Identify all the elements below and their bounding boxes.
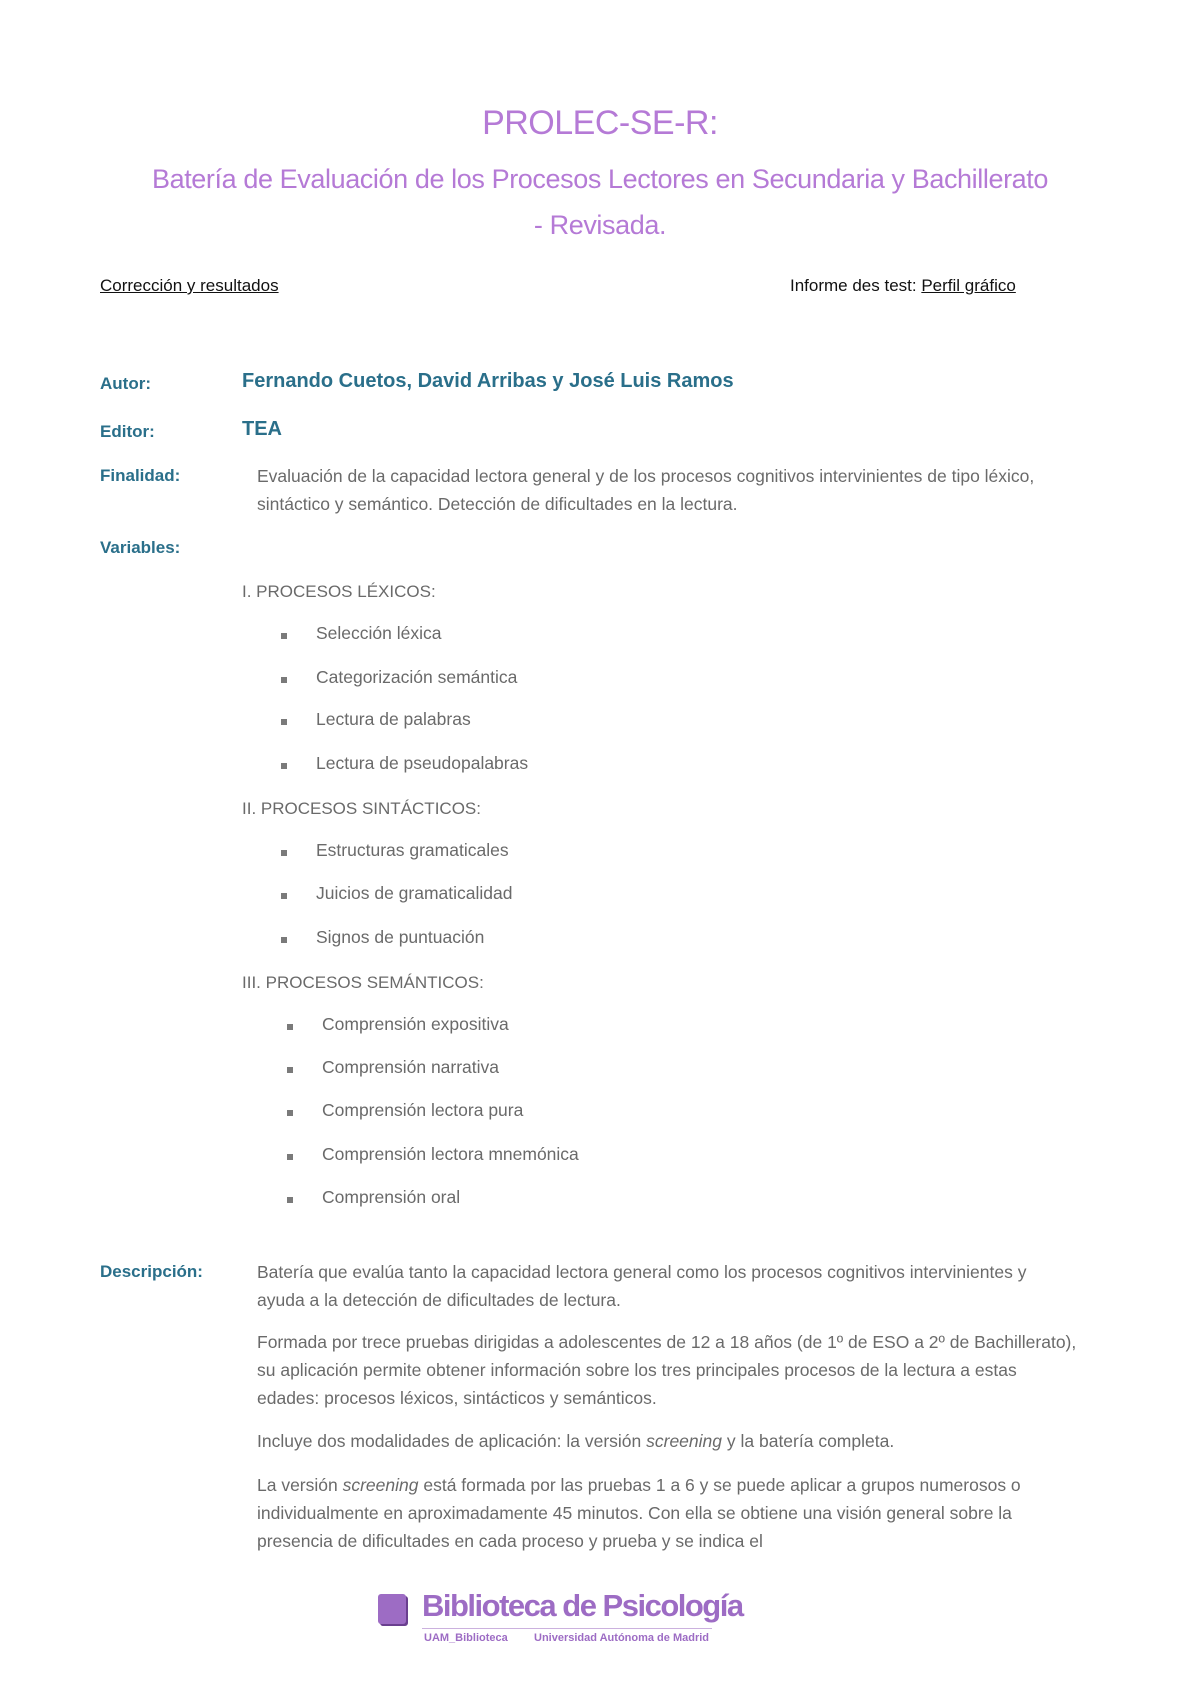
list-item: Juicios de gramaticalidad xyxy=(316,883,513,903)
autor-label: Autor: xyxy=(100,374,151,393)
list-item: Comprensión lectora pura xyxy=(322,1100,524,1120)
section-lexicos-title: I. PROCESOS LÉXICOS: xyxy=(242,582,436,601)
correccion-link[interactable]: Corrección y resultados xyxy=(100,276,279,295)
list-item: Comprensión narrativa xyxy=(322,1057,500,1077)
descripcion-p4-end: está formada por las pruebas 1 a 6 y se puede aplicar a grupos numerosos o individualmente en aproximadamente 45 minutos. Con ella se obtiene una visión general sobre la presencia de dificultades en cada proceso y prueba y se indica el xyxy=(257,1475,1021,1551)
perfil-grafico-link[interactable]: Perfil gráfico xyxy=(921,276,1016,295)
autor-value: Fernando Cuetos, David Arribas y José Luis Ramos xyxy=(242,370,734,392)
section-semanticos-title: III. PROCESOS SEMÁNTICOS: xyxy=(242,973,484,992)
section-sintacticos-title: II. PROCESOS SINTÁCTICOS: xyxy=(242,799,481,818)
bullet-icon xyxy=(287,1067,293,1073)
list-item: Lectura de palabras xyxy=(316,709,471,729)
bullet-icon xyxy=(281,763,287,769)
list-item: Categorización semántica xyxy=(316,667,518,687)
descripcion-p3-emphasis: screening xyxy=(646,1431,723,1451)
subtitle-line-1: Batería de Evaluación de los Procesos Lectores en Secundaria y Bachillerato xyxy=(151,164,1049,194)
logo-subtitle-uam: UAM_Biblioteca xyxy=(424,1632,508,1644)
bullet-icon xyxy=(287,1197,293,1203)
bullet-icon xyxy=(281,677,287,683)
informe-row xyxy=(790,276,1016,296)
bullet-icon xyxy=(281,850,287,856)
logo-subtitle-university: Universidad Autónoma de Madrid xyxy=(534,1632,710,1644)
bullet-icon xyxy=(281,633,287,639)
bullet-icon xyxy=(287,1024,293,1030)
descripcion-p4-emphasis: screening xyxy=(342,1475,419,1495)
list-item: Lectura de pseudopalabras xyxy=(316,753,529,773)
descripcion-p3-end: y la batería completa. xyxy=(722,1431,895,1451)
finalidad-value: Evaluación de la capacidad lectora general y de los procesos cognitivos intervinientes de tipo léxico, sintáctico y semántico. Detección de dificultades en la lectura. xyxy=(257,466,1035,514)
editor-value: TEA xyxy=(242,418,282,440)
descripcion-paragraph-4 xyxy=(257,1471,1077,1555)
document-title: PROLEC-SE-R: xyxy=(482,104,718,142)
informe-label: Informe des test: xyxy=(790,276,922,295)
editor-label: Editor: xyxy=(100,422,155,441)
list-item: Comprensión oral xyxy=(322,1187,461,1207)
list-item: Estructuras gramaticales xyxy=(316,840,509,860)
list-item: Selección léxica xyxy=(316,623,442,643)
bullet-icon xyxy=(281,937,287,943)
descripcion-label: Descripción: xyxy=(100,1262,203,1281)
list-item: Comprensión expositiva xyxy=(322,1014,509,1034)
finalidad-label: Finalidad: xyxy=(100,466,181,485)
bullet-icon xyxy=(287,1110,293,1116)
subtitle-line-2: - Revisada. xyxy=(533,210,667,240)
bullet-icon xyxy=(281,893,287,899)
list-item: Signos de puntuación xyxy=(316,927,485,947)
variables-label: Variables: xyxy=(100,538,181,557)
logo-divider xyxy=(422,1628,712,1629)
footer-logo xyxy=(378,1588,743,1648)
bullet-icon xyxy=(281,719,287,725)
descripcion-paragraph-1: Batería que evalúa tanto la capacidad lectora general como los procesos cognitivos intervinientes y ayuda a la detección de dificultades de lectura. xyxy=(257,1262,1027,1310)
library-logo-icon xyxy=(378,1594,406,1624)
document-subtitle xyxy=(90,156,1110,248)
bullet-icon xyxy=(287,1154,293,1160)
descripcion-paragraph-2: Formada por trece pruebas dirigidas a adolescentes de 12 a 18 años (de 1º de ESO a 2º de Bachillerato), su aplicación permite obtener información sobre los tres principales procesos de la lectura a estas edades: procesos léxicos, sintácticos y semánticos. xyxy=(257,1332,1077,1408)
descripcion-paragraph-3 xyxy=(257,1427,1077,1455)
descripcion-p3-start: Incluye dos modalidades de aplicación: la versión xyxy=(257,1431,647,1451)
list-item: Comprensión lectora mnemónica xyxy=(322,1144,579,1164)
correccion-link-row xyxy=(100,276,279,296)
descripcion-p4-start: La versión xyxy=(257,1475,343,1495)
logo-title: Biblioteca de Psicología xyxy=(422,1588,743,1623)
